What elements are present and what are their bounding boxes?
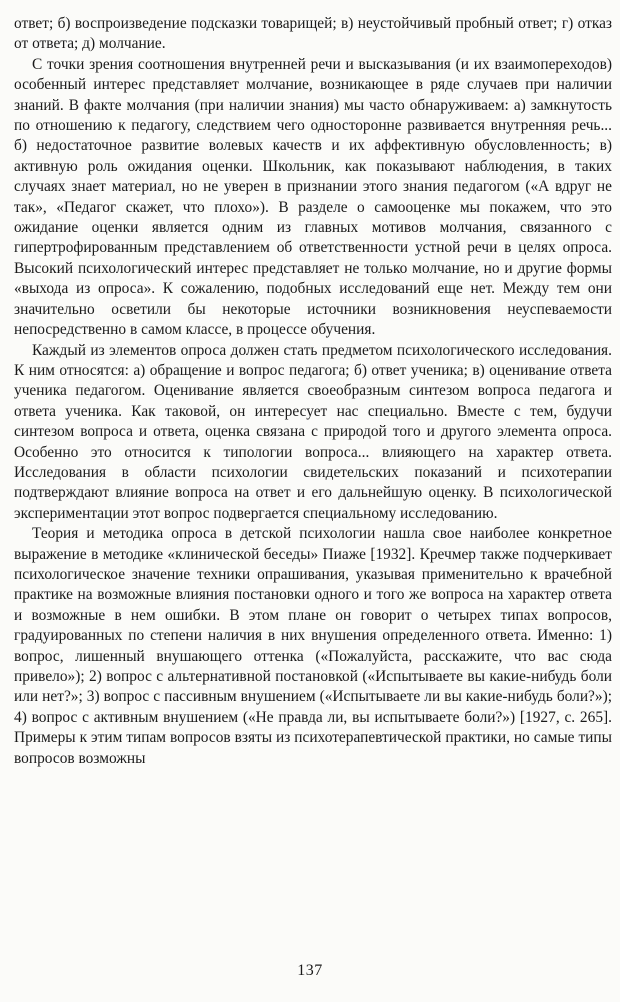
page-number: 137 — [297, 962, 323, 979]
body-text — [14, 14, 612, 769]
paragraph-3: Каждый из элементов опроса должен стать предметом психологического исследования. К ним относятся: а) обращение и вопрос педагога; б) ответ ученика; в) оценивание ответа ученика педагогом. Оценивание является своеобразным синтезом вопроса педагога и ответа ученика. Как таковой, он интересует нас специально. Вместе с тем, будучи синтезом вопроса и ответа, оценка связана с природой того и другого элемента опроса. Особенно это относится к типологии вопроса... влияющего на характер ответа. Исследования в области психологии свидетельских показаний и психотерапии подтверждают влияние вопроса на ответ и его дальнейшую оценку. В психологической экспериментации этот вопрос подвергается специальному исследованию. — [14, 341, 612, 522]
paragraph-4: Теория и методика опроса в детской психологии нашла свое наиболее конкретное выражение в методике «клинической беседы» Пиаже [1932]. Кречмер также подчеркивает психологическое значение техники опрашивания, указывая применительно к врачебной практике на возможные влияния постановки одного и того же вопроса на характер ответа и возможные в нем ошибки. В этом плане он говорит о четырех типах вопросов, градуированных по степени наличия в них внушения определенного ответа. Именно: 1) вопрос, лишенный внушающего оттенка («Пожалуйста, расскажите, что вас сюда привело»); 2) вопрос с альтернативной постановкой («Испытываете вы какие-нибудь боли или нет?»; 3) вопрос с пассивным внушением («Испытываете ли вы какие-нибудь боли?»); 4) вопрос с активным внушением («Не правда ли, вы испытываете боли?») [1927, с. 265]. Примеры к этим типам вопросов взяты из психотерапевтической практики, но самые типы вопросов возможны — [14, 525, 612, 767]
paragraph-2: С точки зрения соотношения внутренней речи и высказывания (и их взаимопереходов) особенный интерес представляет молчание, возникающее в ряде случаев при наличии знаний. В факте молчания (при наличии знания) мы часто обнаруживаем: а) замкнутость по отношению к педагогу, следствием чего односторонне развивается внутренняя речь... б) недостаточное развитие волевых качеств и их аффективную обусловленность; в) активную роль ожидания оценки. Школьник, как показывают наблюдения, в таких случаях знает материал, но не уверен в признании этого знания педагогом («А вдруг не так», «Педагог скажет, что плохо»). В разделе о самооценке мы покажем, что это ожидание оценки является одним из главных мотивов молчания, связанного с гипертрофированным представлением об ответственности устной речи в целях опроса. Высокий психологический интерес представляет не только молчание, но и другие формы «выхода из опроса». К сожалению, подобных исследований еще нет. Между тем они значительно осветили бы некоторые источники возникновения неуспеваемости непосредственно в самом классе, в процессе обучения. — [14, 55, 612, 339]
paragraph-1: ответ; б) воспроизведение подсказки товарищей; в) неустойчивый пробный ответ; г) отказ от ответа; д) молчание. — [14, 15, 612, 53]
